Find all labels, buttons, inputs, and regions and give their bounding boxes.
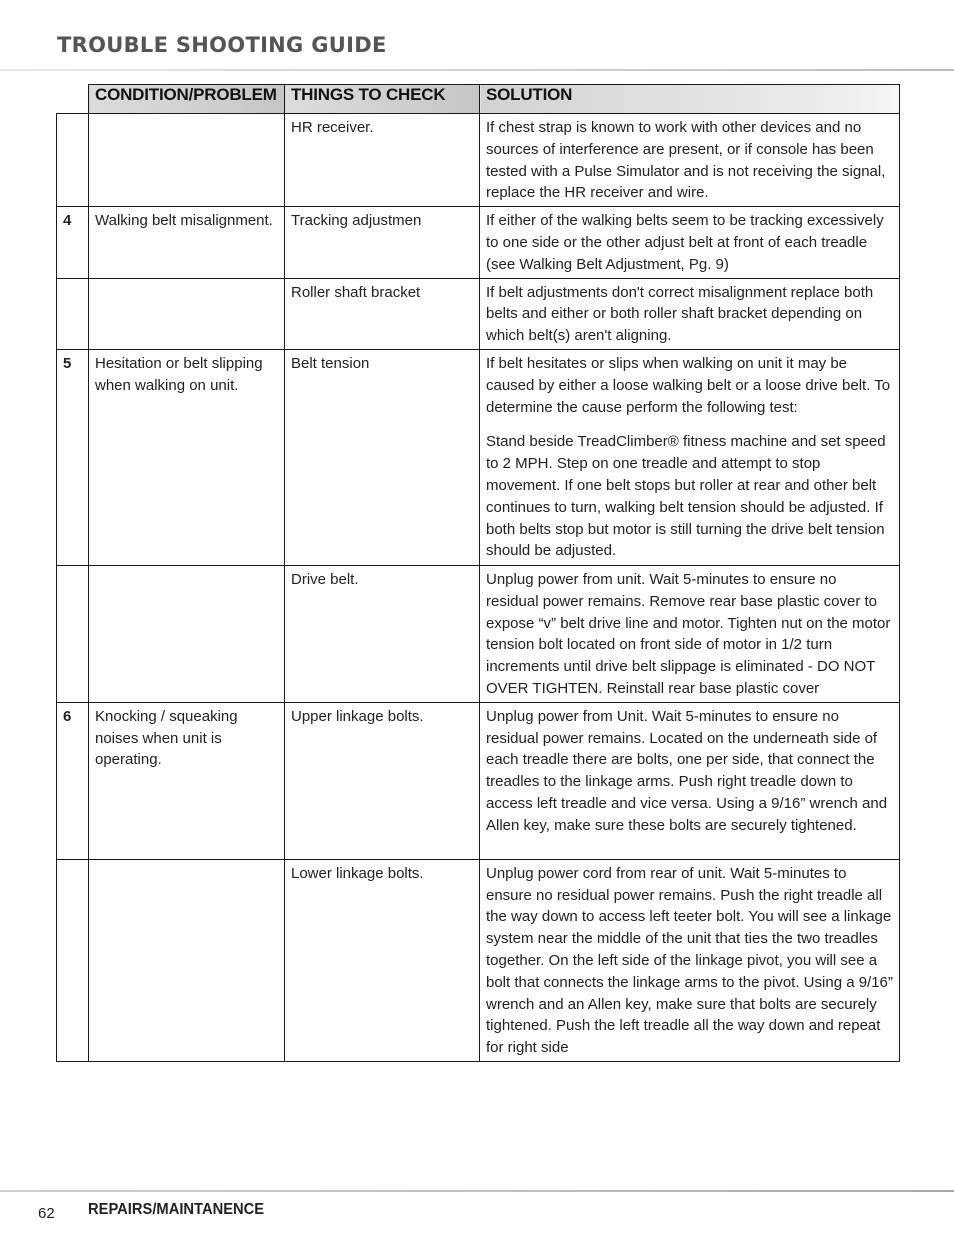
row-number	[57, 278, 89, 349]
solution-cell	[480, 207, 900, 278]
solution-paragraph: If chest strap is known to work with other devices and no sources of interference are present, or if console has been tested with a Pulse Simulator and is not receiving the signal, replace the HR receiver and wire.	[486, 119, 886, 202]
check-cell: Belt tension	[285, 349, 480, 565]
page-number: 62	[38, 1205, 55, 1222]
table-row	[57, 207, 900, 278]
condition-cell: Walking belt misalignment.	[89, 207, 285, 278]
table-row	[57, 702, 900, 859]
solution-cell	[480, 702, 900, 859]
column-header-condition: CONDITION/PROBLEM	[89, 85, 285, 114]
check-cell: Roller shaft bracket	[285, 278, 480, 349]
condition-cell	[89, 565, 285, 702]
column-header-check: THINGS TO CHECK	[285, 85, 480, 114]
solution-paragraph: Stand beside TreadClimber® fitness machine and set speed to 2 MPH. Step on one treadle and attempt to stop movement. If one belt stops but roller at rear and other belt continues to turn, walking belt tension should be adjusted. If both belts stop but motor is still turning the drive belt tension should be adjusted.	[486, 433, 886, 560]
solution-paragraph: Unplug power from unit. Wait 5-minutes to ensure no residual power remains. Remove rear base plastic cover to expose “v” belt drive line and motor. Tighten nut on the motor tension bolt located on front side of motor in 1/2 turn increments until drive belt slippage is eliminated - DO NOT OVER TIGHTEN. Reinstall rear base plastic cover	[486, 570, 891, 697]
solution-paragraph: Unplug power from Unit. Wait 5-minutes to ensure no residual power remains. Located on the underneath side of each treadle there are bolts, one per side, that connect the treadles to the linkage arms. Push right treadle down to access left treadle and vice versa. Using a 9/16” wrench and Allen key, make sure these bolts are securely tightened.	[486, 707, 888, 834]
row-number: 6	[57, 702, 89, 859]
solution-cell	[480, 349, 900, 565]
condition-cell: Hesitation or belt slipping when walking on unit.	[89, 349, 285, 565]
condition-cell	[89, 859, 285, 1061]
solution-cell	[480, 278, 900, 349]
footer-divider	[0, 1190, 954, 1192]
condition-cell	[89, 114, 285, 207]
header-corner	[57, 85, 89, 114]
check-cell: Upper linkage bolts.	[285, 702, 480, 859]
check-cell: HR receiver.	[285, 114, 480, 207]
check-cell: Drive belt.	[285, 565, 480, 702]
footer-section-title: REPAIRS/MAINTANENCE	[88, 1201, 265, 1218]
column-header-solution: SOLUTION	[480, 85, 900, 114]
solution-paragraph: Unplug power cord from rear of unit. Wait 5-minutes to ensure no residual power remains. Push the right treadle all the way down to access left teeter bolt. You will see a linkage system near the middle of the unit that ties the two treadles together. On the left side of the linkage pivot, you will see a bolt that connects the linkage arms to the pivot. Using a 9/16” wrench and an Allen key, make sure that bolts are securely tightened. Push the left treadle all the way down and repeat for right side	[486, 864, 893, 1057]
solution-paragraph: If belt hesitates or slips when walking on unit it may be caused by either a loose walking belt or a loose drive belt. To determine the cause perform the following test:	[486, 354, 891, 416]
solution-paragraph: If either of the walking belts seem to be tracking excessively to one side or the other adjust belt at front of each treadle (see Walking Belt Adjustment, Pg. 9)	[486, 212, 884, 273]
table-header-row	[57, 85, 900, 114]
table-row	[57, 114, 900, 207]
table-row	[57, 278, 900, 349]
header-divider	[0, 69, 954, 71]
condition-cell: Knocking / squeaking noises when unit is operating.	[89, 702, 285, 859]
solution-cell	[480, 565, 900, 702]
table-row	[57, 859, 900, 1061]
solution-cell	[480, 859, 900, 1061]
condition-cell	[89, 278, 285, 349]
row-number	[57, 114, 89, 207]
check-cell: Lower linkage bolts.	[285, 859, 480, 1061]
row-number: 5	[57, 349, 89, 565]
page-title: TROUBLE SHOOTING GUIDE	[57, 33, 387, 57]
table-row	[57, 349, 900, 565]
solution-paragraph: If belt adjustments don't correct misalignment replace both belts and either or both roller shaft bracket depending on which belt(s) aren't aligning.	[486, 283, 874, 345]
row-number	[57, 859, 89, 1061]
row-number	[57, 565, 89, 702]
table-row	[57, 565, 900, 702]
check-cell: Tracking adjustmen	[285, 207, 480, 278]
solution-cell	[480, 114, 900, 207]
row-number: 4	[57, 207, 89, 278]
troubleshooting-table	[56, 84, 900, 1062]
